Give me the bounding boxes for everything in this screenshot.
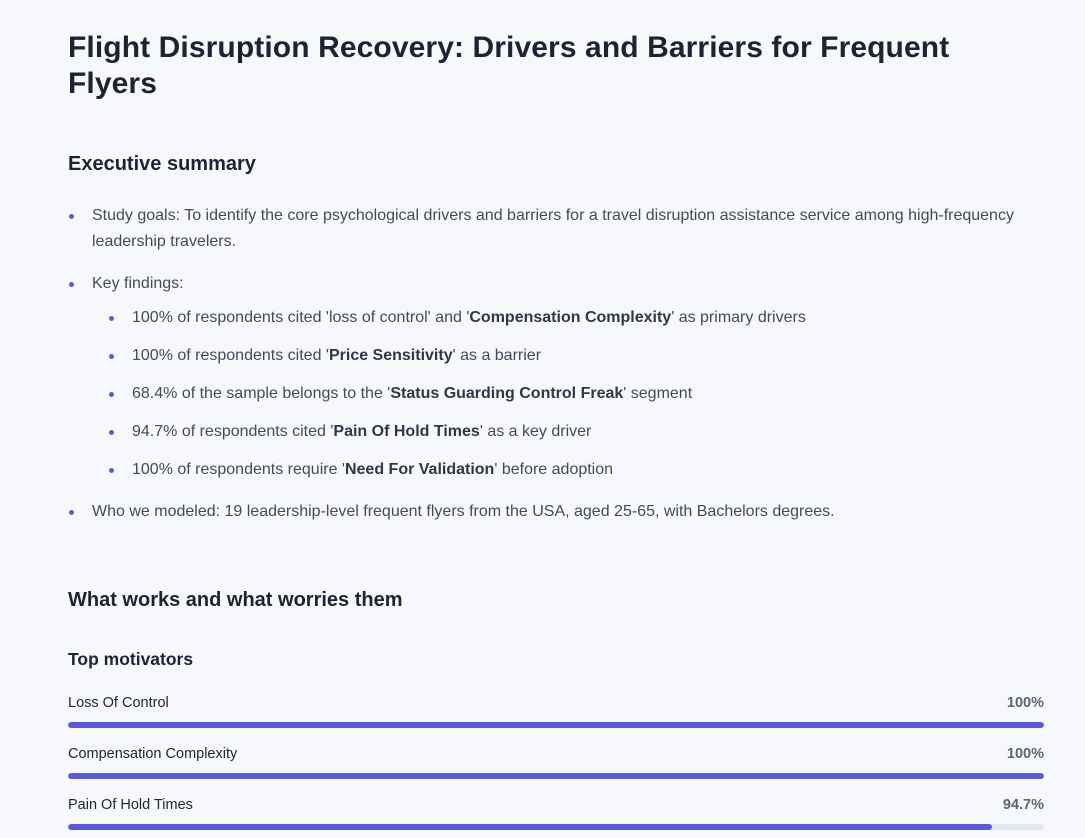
motivator-bar-track: [68, 773, 1044, 779]
motivators-bars: [68, 694, 1044, 830]
motivator-label: Compensation Complexity: [68, 746, 238, 762]
finding-text: 94.7% of respondents cited ': [132, 423, 334, 440]
finding-item: [92, 343, 1044, 369]
key-findings-item: [68, 271, 1044, 483]
finding-text: ' as primary drivers: [671, 309, 806, 326]
finding-item: [92, 305, 1044, 331]
motivator-row: [68, 694, 1044, 728]
top-motivators-heading: Top motivators: [68, 649, 194, 669]
findings-list: [92, 305, 1044, 483]
finding-text: ' as a barrier: [452, 347, 542, 364]
finding-item: [92, 419, 1044, 445]
motivator-value: 100%: [1006, 746, 1044, 762]
summary-list: [68, 203, 1044, 525]
finding-text: ' segment: [623, 385, 693, 402]
motivator-bar-fill: [68, 824, 992, 830]
finding-item: [92, 457, 1044, 483]
finding-highlight: Pain Of Hold Times: [333, 423, 480, 440]
study-goals-item: Study goals: To identify the core psychological drivers and barriers for a travel disruption assistance service among high-frequency leadership travelers.: [68, 203, 1044, 255]
finding-text: 100% of respondents cited 'loss of control' and ': [132, 309, 470, 326]
finding-text: ' as a key driver: [479, 423, 592, 440]
motivator-label: Pain Of Hold Times: [68, 797, 193, 813]
finding-text: ' before adoption: [494, 461, 614, 478]
works-worries-heading: What works and what worries them: [68, 589, 403, 611]
finding-highlight: Compensation Complexity: [469, 309, 672, 326]
finding-text: 100% of respondents require ': [132, 461, 345, 478]
motivator-row: [68, 796, 1044, 830]
finding-text: 68.4% of the sample belongs to the ': [132, 385, 391, 402]
modeled-item: Who we modeled: 19 leadership-level frequent flyers from the USA, aged 25-65, with Bachelors degrees.: [68, 499, 1044, 525]
finding-highlight: Status Guarding Control Freak: [390, 385, 624, 402]
finding-text: 100% of respondents cited ': [132, 347, 329, 364]
motivator-bar-track: [68, 722, 1044, 728]
finding-highlight: Price Sensitivity: [328, 347, 453, 364]
motivator-bar-fill: [68, 722, 1044, 728]
finding-highlight: Need For Validation: [344, 461, 495, 478]
motivator-bar-track: [68, 824, 1044, 830]
motivator-value: 100%: [1006, 695, 1044, 711]
motivator-value: 94.7%: [1002, 797, 1044, 813]
finding-item: [92, 381, 1044, 407]
motivator-bar-fill: [68, 773, 1044, 779]
report-title: Flight Disruption Recovery: Drivers and Barriers for Frequent Flyers: [68, 31, 950, 100]
motivator-label: Loss Of Control: [68, 695, 169, 711]
motivator-row: [68, 745, 1044, 779]
key-findings-label: Key findings:: [92, 275, 184, 292]
executive-summary-heading: Executive summary: [68, 153, 256, 175]
